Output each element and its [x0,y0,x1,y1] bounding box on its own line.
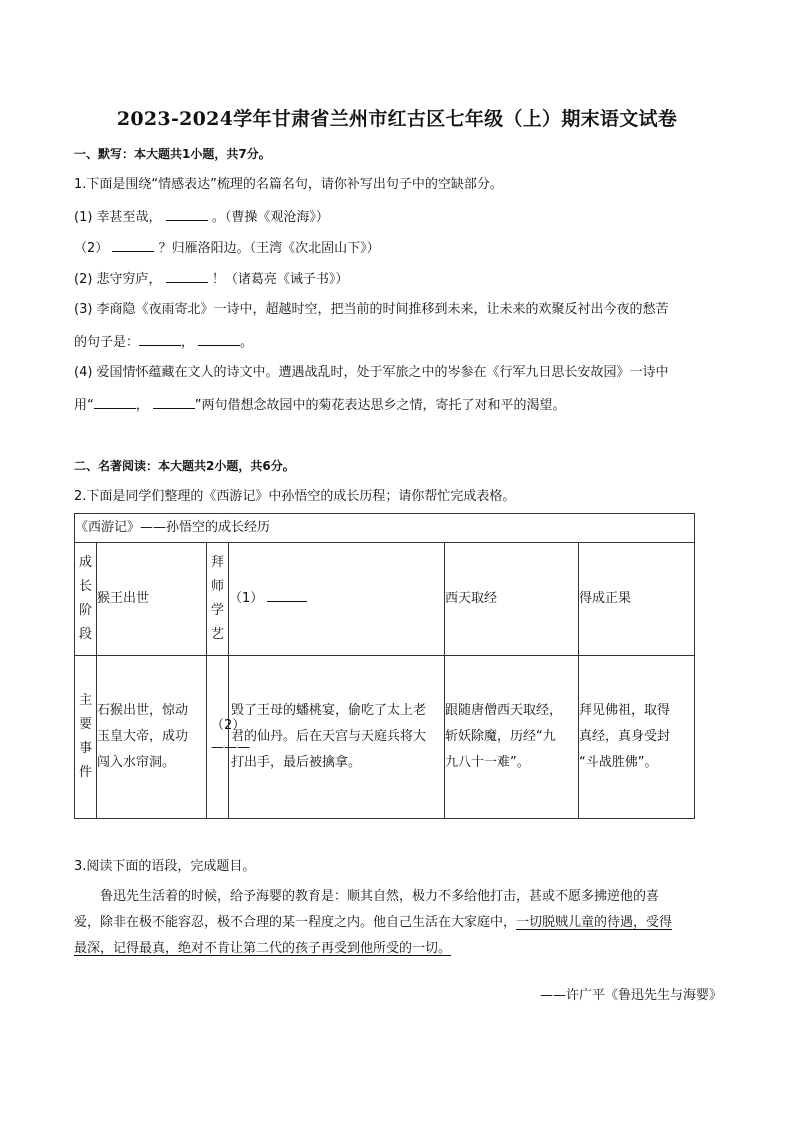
stage-cell: 猴王出世 [97,543,207,656]
event-cell: 石猴出世，惊动 玉皇大帝，成功 闯入水帘洞。 [97,656,207,819]
comma: ， [135,398,149,413]
event-cell-blank[interactable]: （2）——— [207,656,229,819]
q1-item-2-number: （2） [74,241,109,256]
event-cell: 跟随唐僧西天取经， 斩妖除魔，历经“九 九八十一难”。 [445,656,579,819]
passage-line: 爱，除非在极不能容忍，极不合理的某一程度之内。他自己生活在大家庭中，一切脱贼儿童的待遇，受得 [74,915,673,930]
question-2-stem: 2.下面是同学们整理的《西游记》中孙悟空的成长历程；请你帮忙完成表格。 [74,489,516,504]
passage-line: 鲁迅先生活着的时候，给予海婴的教育是：顺其自然，极力不多给他打击，甚或不愿多拂逆他的喜 [100,889,660,904]
stage-cell: 西天取经 [445,543,579,656]
page-title: 2023-2024学年甘肃省兰州市红古区七年级（上）期末语文试卷 [116,108,678,130]
passage-source: ——许广平《鲁迅先生与海婴》 [539,988,722,1003]
answer-blank[interactable] [198,333,240,346]
q1-item-3-text: (2) 悲守穷庐， [74,272,162,287]
answer-blank[interactable] [166,270,208,283]
underlined-sentence: 一切脱贼儿童的待遇，受得 [516,915,673,930]
q1-item-2-text: ？归雁洛阳边。（王湾《次北固山下》） [158,241,380,256]
q1-item-1 [74,208,329,226]
q1-item-1-text: (1) 幸甚至哉， [74,210,162,225]
question-3-stem: 3.阅读下面的语段，完成题目。 [74,859,256,874]
q1-item-1-source: 。（曹操《观沧海》） [211,210,329,225]
q1-item-5-ending: ”两句借想念故园中的菊花表达思乡之情，寄托了对和平的渴望。 [194,398,566,413]
answer-blank[interactable] [112,239,154,252]
reading-passage [74,884,722,962]
q1-item-4-line1: (3) 李商隐《夜雨寄北》一诗中，超越时空，把当前的时间推移到未来，让未来的欢聚反衬出今夜的愁苦 [74,302,669,317]
period: 。 [240,335,254,350]
q1-item-4-line2 [74,333,253,351]
row-label-events: 主要事件 [75,656,97,819]
event-cell: 毁了王母的蟠桃宴，偷吃了太上老 君的仙丹。后在天宫与天庭兵将大 打出手，最后被擒拿。 [229,656,445,819]
open-quote: 用“ [74,398,94,413]
q1-item-3-source: ！（诸葛亮《诫子书》） [211,272,349,287]
table-caption: 《西游记》——孙悟空的成长经历 [75,514,695,543]
q1-item-2 [74,239,380,257]
stage-cell-blank: （1） [229,543,445,656]
q1-item-5-line1: (4) 爱国情怀蕴藏在文人的诗文中。遭遇战乱时，处于军旅之中的岑参在《行军九日思长安故园》一诗中 [74,365,669,380]
section-2-header: 二、名著阅读：本大题共2小题，共6分。 [74,459,295,473]
answer-blank[interactable] [153,396,195,409]
answer-blank[interactable] [94,396,136,409]
q1-item-3 [74,270,348,288]
event-cell: 拜见佛祖，取得 真经，真身受封 “斗战胜佛”。 [579,656,695,819]
q1-item-4-prefix: 的句子是： [74,335,140,350]
answer-blank[interactable] [267,589,307,602]
section-1-header: 一、默写：本大题共1小题，共7分。 [74,147,271,161]
stage-cell: 得成正果 [579,543,695,656]
row-label-stage: 成长阶段 [75,543,97,656]
question-1-stem: 1.下面是围绕“情感表达”梳理的名篇名句，请你补写出句子中的空缺部分。 [74,177,503,192]
comma: ， [181,335,195,350]
stage-cell: 拜师学艺 [207,543,229,656]
growth-table [74,513,695,819]
answer-blank[interactable] [139,333,181,346]
answer-blank[interactable] [166,208,208,221]
underlined-sentence: 最深，记得最真，绝对不肯让第二代的孩子再受到他所受的一切。 [74,941,452,956]
q1-item-5-line2 [74,396,566,414]
